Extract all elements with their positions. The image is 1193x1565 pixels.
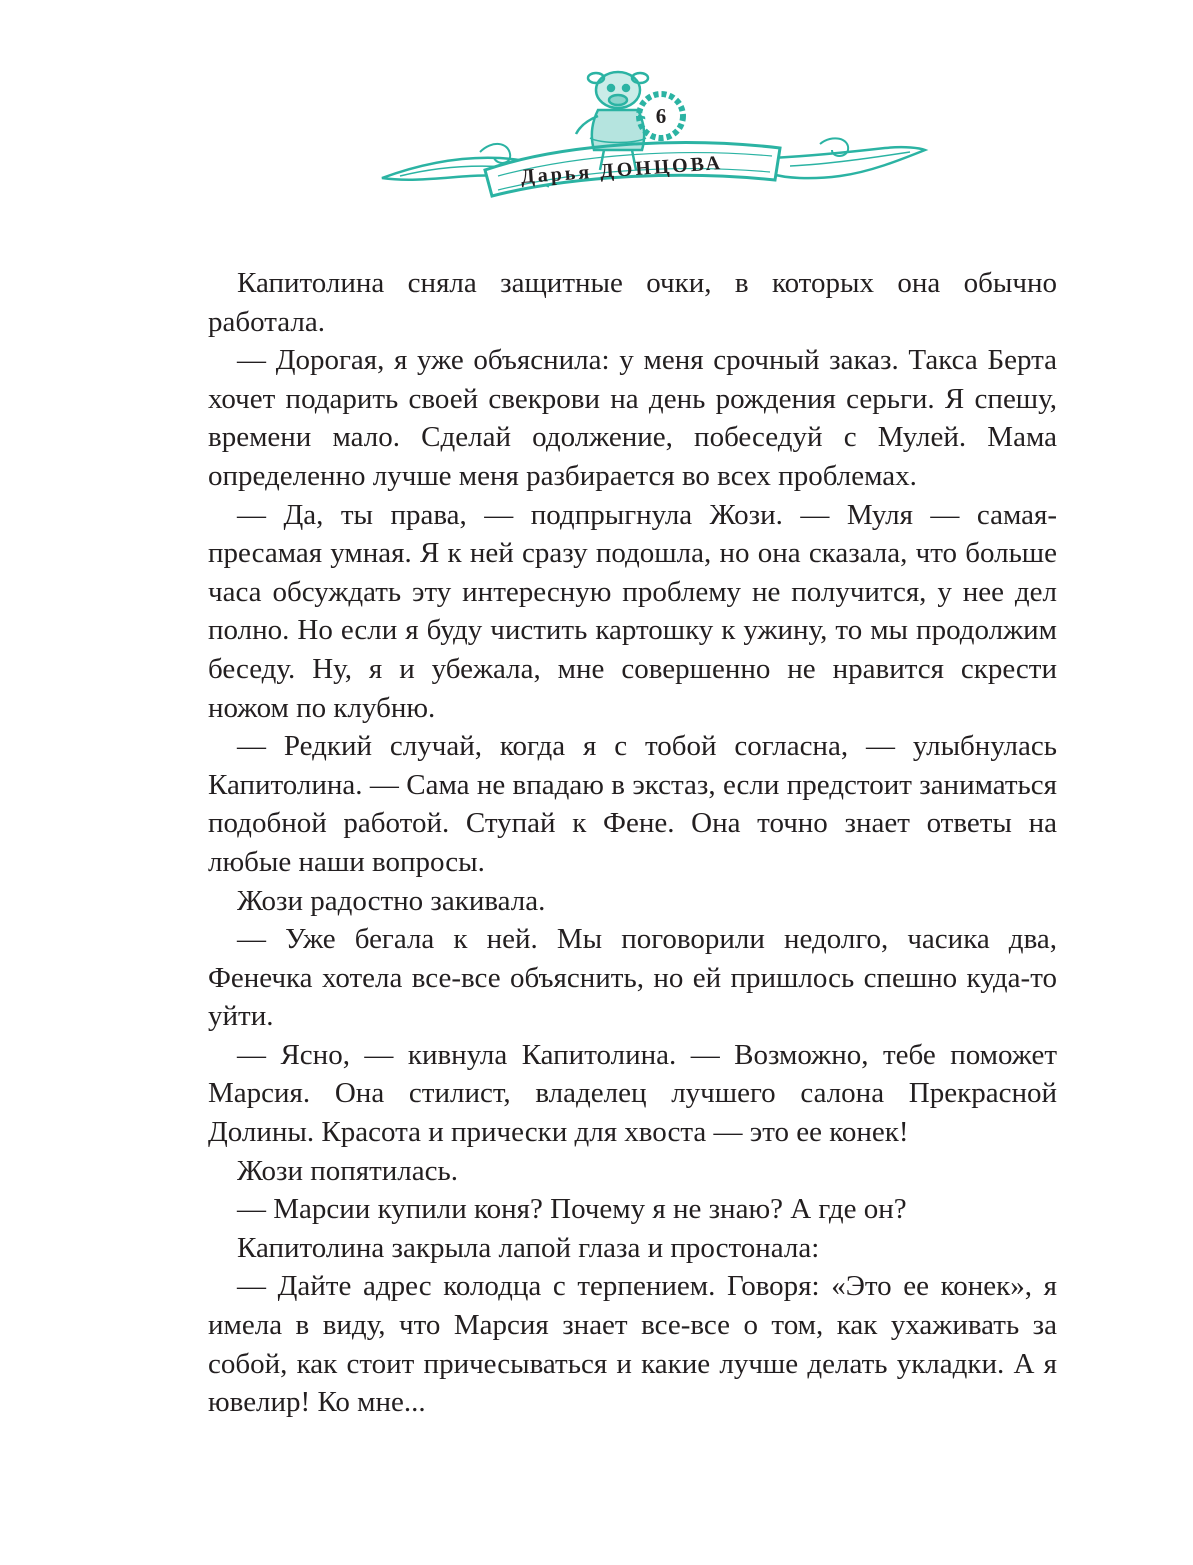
paragraph: — Марсии купили коня? Почему я не знаю? А где он? <box>237 1193 907 1226</box>
paragraph: Жози попятилась. <box>237 1154 458 1187</box>
page-number: 6 <box>655 104 667 128</box>
paragraph: — Дайте адрес колодца с терпением. Говоря: «Это ее конек», я имела в виду, что Марсия знает все-все о том, как ухаживать за собой, как стоит причесываться и какие лучше делать укладки. А я ювелир! Ко мне... <box>208 1270 1057 1419</box>
paragraph: — Редкий случай, когда я с тобой согласна, — улыбнулась Капитолина. — Сама не впадаю в экстаз, если предстоит заниматься подобной работой. Ступай к Фене. Она точно знает ответы на любые наши вопросы. <box>208 730 1057 878</box>
paragraph: Капитолина сняла защитные очки, в которых она обычно работала. <box>208 267 1057 338</box>
body-text <box>208 264 1057 1422</box>
paragraph: Капитолина закрыла лапой глаза и простонала: <box>237 1231 820 1264</box>
running-header <box>380 60 940 200</box>
ribbon-right-tail-icon <box>772 147 925 178</box>
paragraph: — Уже бегала к ней. Мы поговорили недолго, часика два, Фенечка хотела все-все объяснить, но ей пришлось спешно куда-то уйти. <box>208 923 1057 1033</box>
author-name: Дарья ДОНЦОВА <box>520 151 724 189</box>
paragraph: — Ясно, — кивнула Капитолина. — Возможно, тебе поможет Марсия. Она стилист, владелец лучшего салона Прекрасной Долины. Красота и прически для хвоста — это ее конек! <box>208 1038 1057 1149</box>
paragraph: Жози радостно закивала. <box>237 884 546 917</box>
paragraph: — Дорогая, я уже объяснила: у меня срочный заказ. Такса Берта хочет подарить своей свекрови на день рождения серьги. Я спешу, времени мало. Сделай одолжение, побеседуй с Мулей. Мама определенно лучше меня разбирается во всех проблемах. <box>208 344 1057 492</box>
paragraph: — Да, ты права, — подпрыгнула Жози. — Муля — самая-пресамая умная. Я к ней сразу подошла, но она сказала, что больше часа обсуждать эту интересную проблему не получится, у нее дел полно. Но если я буду чистить картошку к ужину, то мы продолжим беседу. Ну, я и убежала, мне совершенно не нравится скрести ножом по клубню. <box>208 498 1057 724</box>
